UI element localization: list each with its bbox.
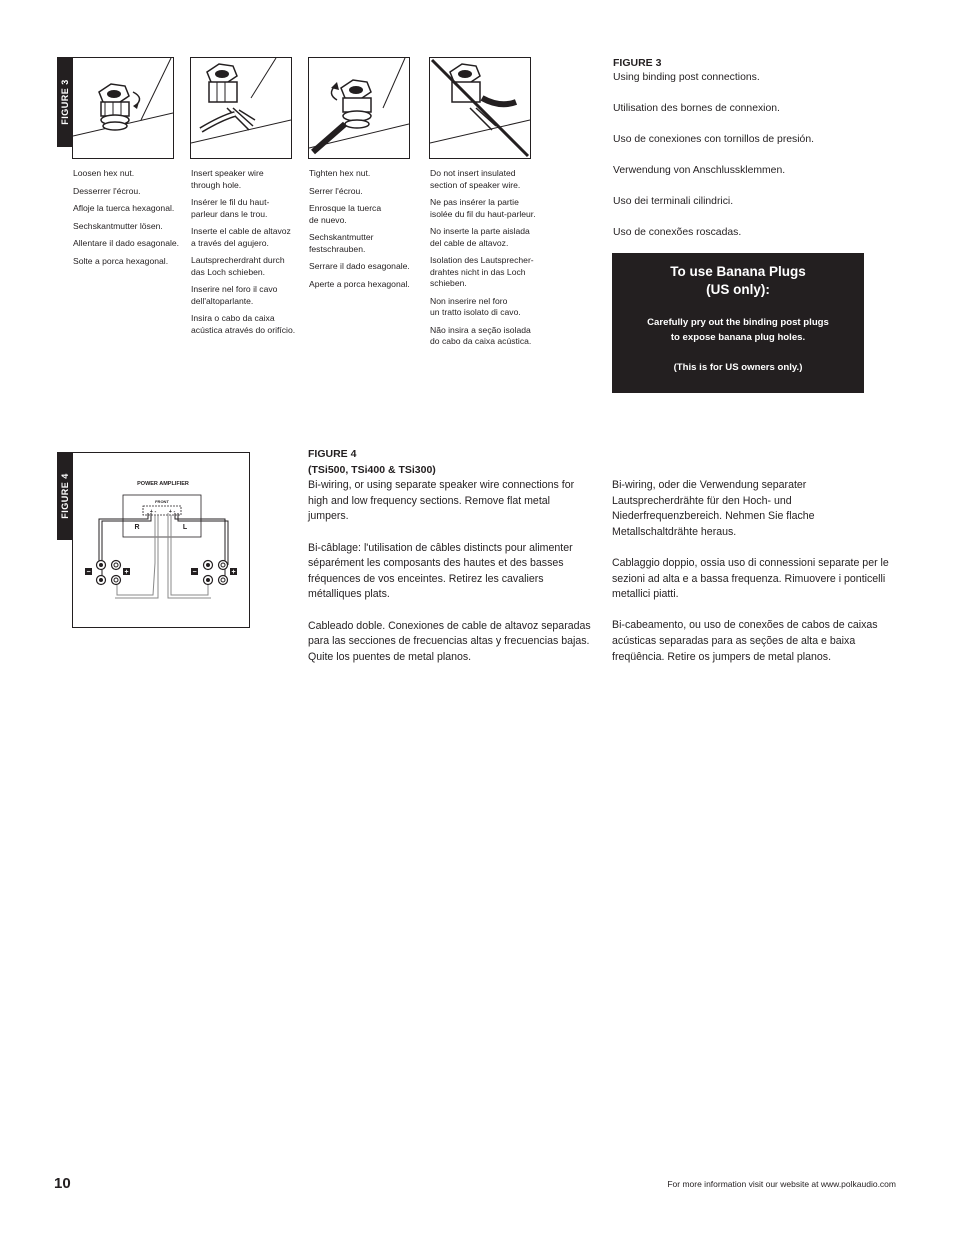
figure-3-step-1 <box>73 168 185 273</box>
step-2-fr: Insérer le fil du haut- parleur dans le trou. <box>191 197 270 219</box>
step-1-en: Loosen hex nut. <box>73 168 135 178</box>
figure-3-caption-it: Uso dei terminali cilindrici. <box>613 196 734 207</box>
figure-3-caption-title: FIGURE 3 <box>613 57 662 69</box>
step-3-es: Enrosque la tuerca de nuevo. <box>309 203 382 225</box>
figure-3-caption <box>613 57 873 240</box>
step-2-en: Insert speaker wire through hole. <box>191 168 264 190</box>
banana-plug-notice <box>612 253 864 393</box>
figure-3-caption-en: Using binding post connections. <box>613 72 760 83</box>
step-4-de: Isolation des Lautsprecher- drahtes nicht in das Loch schieben. <box>430 255 534 288</box>
figure-3-tab-label: FIGURE 3 <box>60 79 71 125</box>
binding-post-insert-illustration <box>191 58 291 158</box>
left-speaker-terminal-high-positive <box>112 561 121 570</box>
step-2-de: Lautsprecherdraht durch das Loch schieben. <box>191 255 285 277</box>
figure-4-text-en: Bi-wiring, or using separate speaker wire connections for high and low frequency sections. Remove flat metal jumpers. <box>308 479 575 523</box>
banana-plug-instructions: Carefully pry out the binding post plugs to expose banana plug holes. <box>647 317 829 343</box>
step-2-pt: Insira o cabo da caixa acústica através do orifício. <box>191 313 296 335</box>
figure-4-tab-label: FIGURE 4 <box>60 473 71 519</box>
figure-4-caption-title: FIGURE 4 <box>308 448 357 460</box>
figure-4-text-it: Cablaggio doppio, ossia uso di connessioni separate per le sezioni ad alta e a bassa frequenza. Rimuovere i ponticelli metallici piatti. <box>612 556 889 601</box>
figure-3-caption-de: Verwendung von Anschlussklemmen. <box>613 165 786 176</box>
right-speaker-terminal-low-positive <box>219 576 228 585</box>
figure-4-text-pt: Bi-cabeamento, ou uso de conexões de cabos de caixas acústicas separadas para as seções de alta e baixa freqüência. Retire os jumpers de metal planos. <box>612 619 878 663</box>
svg-text:−: − <box>86 569 91 576</box>
step-1-it: Allentare il dado esagonale. <box>73 238 180 248</box>
figure-4-text-de: Bi-wiring, oder die Verwendung separater Lautsprecherdrähte für den Hoch- und Niederfrequenzbereich. Nehmen Sie flache Metallschaltdrähte heraus. <box>612 479 815 538</box>
svg-text:+: + <box>124 569 129 576</box>
step-3-it: Serrare il dado esagonale. <box>309 261 410 271</box>
svg-text:+: + <box>231 569 236 576</box>
figure-4-tab <box>57 452 73 540</box>
figure-3-step-3 <box>309 168 421 296</box>
page-number: 10 <box>54 1175 71 1192</box>
step-2-it: Inserire nel foro il cavo dell'altoparlante. <box>191 284 278 306</box>
step-1-pt: Solte a porca hexagonal. <box>73 255 169 266</box>
figure-4-text-left <box>308 447 593 681</box>
step-4-it: Non inserire nel foro un tratto isolato di cavo. <box>430 295 521 317</box>
banana-plug-title <box>612 263 864 299</box>
step-1-fr: Desserrer l'écrou. <box>73 185 141 196</box>
figure-4-text-es: Cableado doble. Conexiones de cable de altavoz separadas para las secciones de frecuencias altas y frecuencias bajas. Quite los puentes de metal planos. <box>308 619 591 663</box>
step-4-en: Do not insert insulated section of speaker wire. <box>430 168 521 190</box>
bi-wiring-diagram <box>73 453 249 627</box>
figure-3-caption-fr: Utilisation des bornes de connexion. <box>613 103 780 114</box>
banana-plug-note: (This is for US owners only.) <box>673 362 803 373</box>
right-speaker-terminal-high-positive <box>219 561 228 570</box>
figure-4-text-right <box>612 478 897 681</box>
step-3-de: Sechskantmutter festschrauben. <box>309 232 374 254</box>
figure-3-panel-insert <box>190 57 292 159</box>
step-2-es: Inserte el cable de altavoz a través del agujero. <box>191 226 291 248</box>
figure-4-text-fr: Bi-câblage: l'utilisation de câbles distincts pour alimenter séparément les composants des hautes et des basses fréquences de vos enceintes. Retirez les cavaliers métalliques plats. <box>308 541 573 601</box>
figure-3-panel-tighten <box>308 57 410 159</box>
step-3-fr: Serrer l'écrou. <box>309 185 363 196</box>
power-amplifier-label: POWER AMPLIFIER <box>137 481 189 487</box>
figure-3-panel-do-not <box>429 57 531 159</box>
figure-4-caption-models: (TSi500, TSi400 & TSi300) <box>308 463 436 476</box>
step-3-en: Tighten hex nut. <box>309 168 371 178</box>
figure-3-caption-pt: Uso de conexões roscadas. <box>613 227 742 238</box>
figure-3-step-2 <box>191 168 307 342</box>
right-channel-label: R <box>134 524 140 531</box>
step-1-de: Sechskantmutter lösen. <box>73 220 163 231</box>
figure-3-step-4 <box>430 168 555 354</box>
banana-plug-title-line-2: (US only): <box>706 282 770 297</box>
binding-post-loosen-illustration <box>73 58 173 158</box>
binding-post-tighten-illustration <box>309 58 409 158</box>
left-channel-label: L <box>182 524 188 531</box>
figure-3-panel-loosen <box>72 57 174 159</box>
amp-polarity-right: + - <box>149 509 157 515</box>
banana-plug-title-line-1: To use Banana Plugs <box>670 264 806 279</box>
figure-4-panel <box>72 452 250 628</box>
step-4-es: No inserte la parte aislada del cable de altavoz. <box>430 226 530 248</box>
front-label: FRONT <box>155 499 169 504</box>
step-3-pt: Aperte a porca hexagonal. <box>309 278 410 289</box>
binding-post-incorrect-illustration <box>430 58 530 158</box>
svg-text:−: − <box>192 569 197 576</box>
footer-website-note: For more information visit our website at www.polkaudio.com <box>667 1179 896 1189</box>
amp-polarity-left: + - <box>168 509 176 515</box>
figure-3-caption-es: Uso de conexiones con tornillos de presión. <box>613 134 815 145</box>
step-4-fr: Ne pas insérer la partie isolée du fil du haut-parleur. <box>430 197 536 219</box>
left-speaker-terminal-low-positive <box>112 576 121 585</box>
step-1-es: Afloje la tuerca hexagonal. <box>73 203 175 213</box>
step-4-pt: Não insira a seção isolada do cabo da caixa acústica. <box>430 324 532 346</box>
figure-3-tab <box>57 57 73 147</box>
